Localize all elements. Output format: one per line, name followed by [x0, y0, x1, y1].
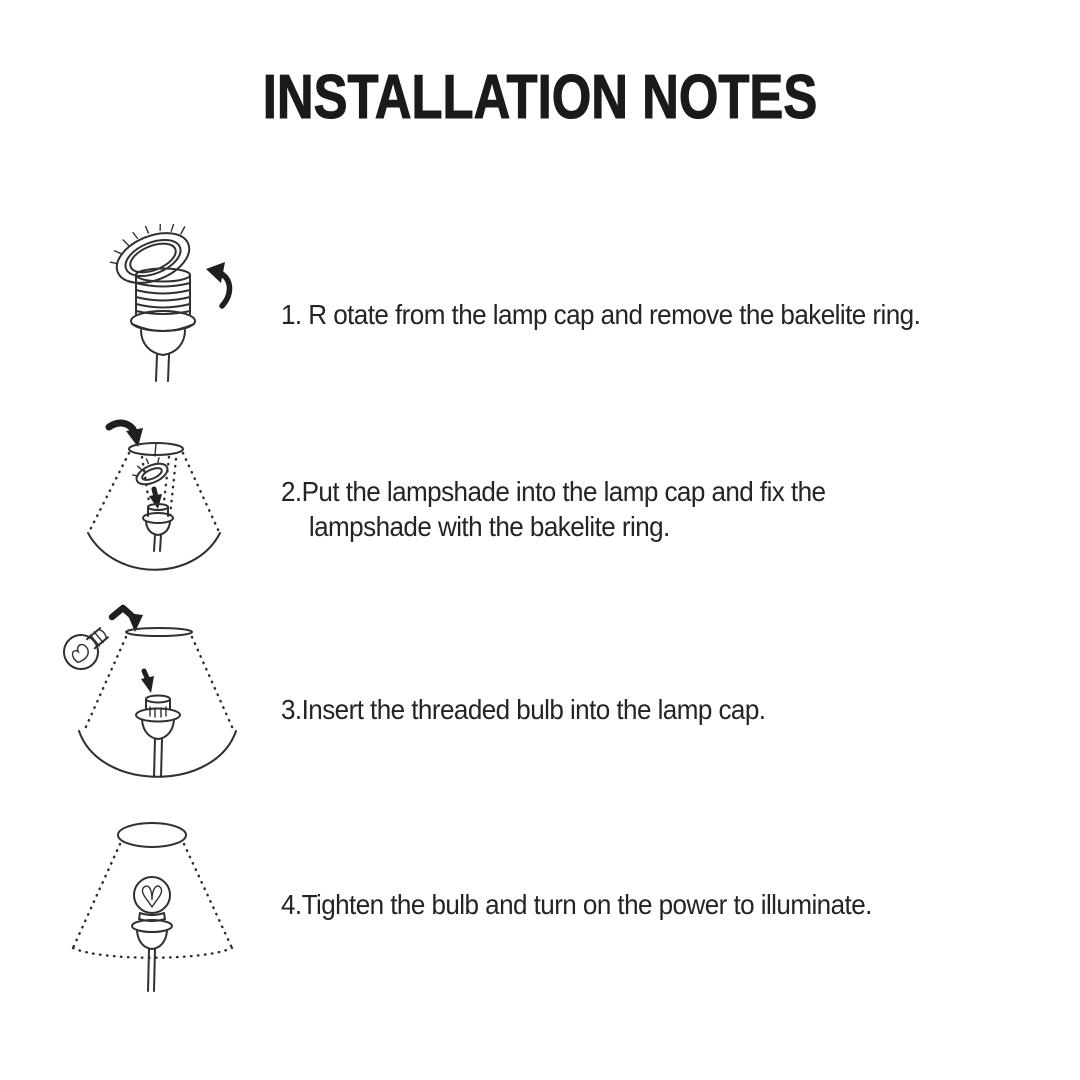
- rotate-arrow-icon: [206, 262, 230, 306]
- insert-arrow-icon: [109, 423, 143, 447]
- down-arrow-icon: [149, 489, 162, 509]
- step-1-line-1: 1. R otate from the lamp cap and remove the bakelite ring.: [281, 299, 921, 330]
- step-3-line-1: 3.Insert the threaded bulb into the lamp cap.: [281, 694, 766, 725]
- step-2-line-1: 2.Put the lampshade into the lamp cap and fix the: [281, 476, 826, 507]
- lamp-cap-icon: [143, 504, 173, 551]
- bakelite-ring-icon: [129, 453, 170, 489]
- light-bulb-icon: [57, 620, 115, 676]
- step-2-line-2: lampshade with the bakelite ring.: [308, 511, 670, 542]
- lamp-cap-icon: [132, 920, 172, 991]
- step4-assembled-lamp-icon: [65, 815, 240, 995]
- lampshade-icon: [73, 823, 232, 958]
- step-1-instruction: [281, 297, 920, 332]
- lamp-cap-icon: [131, 269, 195, 382]
- step-4-instruction: [281, 887, 872, 922]
- step2-lampshade-ring-icon: [80, 410, 230, 580]
- step3-bulb-insert-icon: [55, 600, 240, 785]
- step-3-instruction: [281, 692, 765, 727]
- lamp-cap-icon: [136, 696, 180, 778]
- step-2-instruction: [281, 474, 825, 544]
- down-arrow-icon: [141, 671, 154, 693]
- step-4-line-1: 4.Tighten the bulb and turn on the power to illuminate.: [281, 889, 872, 920]
- light-bulb-icon: [134, 877, 170, 921]
- step1-lamp-cap-ring-rotate-icon: [108, 224, 243, 386]
- page-title: INSTALLATION NOTES: [262, 63, 818, 132]
